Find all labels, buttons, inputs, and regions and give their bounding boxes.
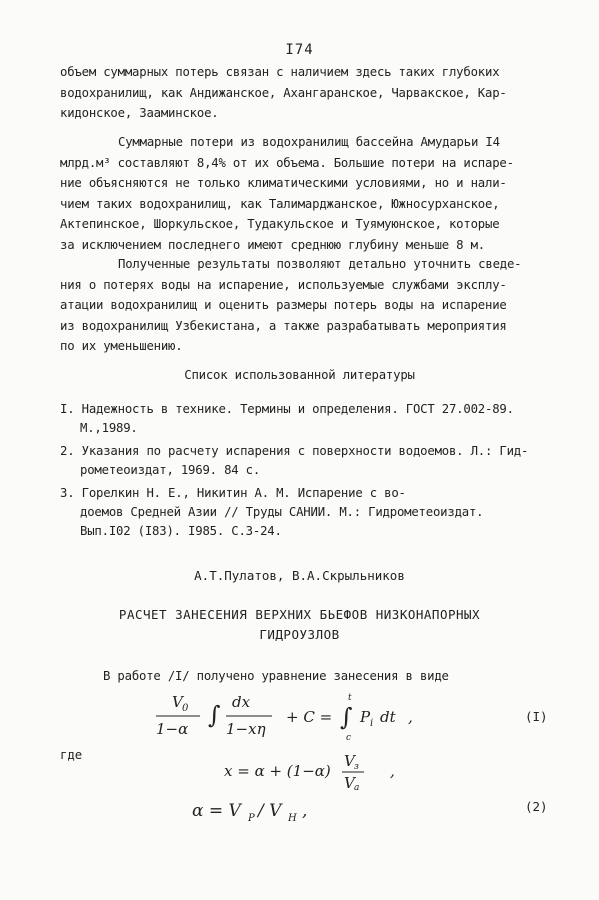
text-line: атации водохранилищ и оценить размеры потерь воды на испарение [60, 298, 507, 312]
svg-text:V: V [344, 774, 355, 792]
svg-text:,: , [408, 708, 413, 726]
svg-text:1−xη: 1−xη [226, 720, 266, 738]
text-line: доемов Средней Азии // Труды САНИИ. М.: Гидрометеоиздат. [80, 505, 484, 519]
svg-text:V: V [344, 752, 355, 770]
text-line: ния о потерях воды на испарение, используемые службами эксплу- [60, 277, 507, 292]
svg-text:,: , [302, 801, 308, 821]
svg-text:0: 0 [182, 703, 189, 714]
text-line: 3. Горелкин Н. Е., Никитин А. М. Испарение с во- [60, 486, 406, 500]
svg-text:+ C =: + C = [286, 708, 333, 726]
text-line: 2. Указания по расчету испарения с поверхности водоемов. Л.: Гид- [60, 444, 529, 458]
svg-text:a: a [354, 783, 360, 792]
svg-text:∫: ∫ [208, 701, 221, 729]
text-line: М.,1989. [80, 421, 138, 435]
svg-text:/ V: / V [258, 801, 282, 821]
text-line: за исключением последнего имеют среднюю глубину меньше 8 м. [60, 237, 485, 252]
equation-2 [190, 794, 360, 831]
reference-item [60, 442, 570, 480]
svg-text:V: V [172, 693, 183, 711]
text-line: из водохранилищ Узбекистана, а также разрабатывать мероприятия [60, 318, 507, 333]
svg-text:x = α + (1−α): x = α + (1−α) [224, 762, 331, 780]
equation-1-graphic [150, 690, 450, 742]
text-line: Вып.I02 (I83). I985. С.3-24. [80, 524, 282, 538]
reference-item [60, 484, 570, 541]
text-line: водохранилищ, как Андижанское, Ахангаранское, Чарвакское, Кар- [60, 85, 507, 100]
article-title-line: РАСЧЕТ ЗАНЕСЕНИЯ ВЕРХНИХ БЬЕФОВ НИЗКОНАПОРНЫХ [118, 607, 481, 622]
svg-text:P: P [360, 708, 371, 726]
article-title-line: ГИДРОУЗЛОВ [259, 627, 340, 642]
text-line: млрд.м³ составляют 8,4% от их объема. Большие потери на испаре- [60, 155, 514, 170]
text-line: Полученные результаты позволяют детально уточнить сведе- [118, 257, 522, 271]
equation-1-number: (I) [525, 709, 548, 724]
reference-item [60, 400, 570, 438]
paragraph-1 [60, 62, 560, 124]
text-line: кидонское, Зааминское. [60, 106, 219, 120]
text-line: Суммарные потери из водохранилищ бассейна Амударьи I4 [118, 135, 500, 149]
svg-text:t: t [348, 693, 352, 703]
equation-1 [150, 690, 450, 747]
text-line: по их уменьшению. [60, 339, 183, 353]
paragraph-2 [60, 132, 560, 255]
svg-text:dx: dx [232, 693, 251, 711]
equation-2-graphic [190, 794, 360, 826]
equation-x-graphic [220, 752, 420, 792]
text-line: рометеоиздат, 1969. 84 с. [80, 463, 261, 477]
svg-text:з: з [354, 762, 359, 772]
svg-text:∫: ∫ [340, 703, 353, 731]
text-line: Актепинское, Шоркульское, Тудакульское и Туямуюнское, которые [60, 217, 500, 231]
paragraph-3 [60, 254, 560, 357]
article-authors: А.Т.Пулатов, В.А.Скрыльников [194, 568, 405, 583]
text-line: объем суммарных потерь связан с наличием здесь таких глубоких [60, 65, 500, 79]
svg-text:dt: dt [380, 708, 396, 726]
svg-text:H: H [288, 813, 297, 824]
equation-x [220, 752, 420, 797]
svg-text:α = V: α = V [192, 801, 241, 821]
svg-text:i: i [370, 718, 374, 729]
svg-text:c: c [346, 733, 352, 742]
svg-text:P: P [248, 813, 255, 824]
text-line: чием таких водохранилищ, как Талимарджанское, Южносурханское, [60, 196, 500, 211]
references-heading: Список использованной литературы [184, 368, 415, 382]
intro-sentence [103, 666, 599, 687]
svg-text:,: , [390, 762, 395, 780]
page-number: I74 [285, 42, 314, 58]
svg-text:1−α: 1−α [156, 720, 189, 738]
text-line: I. Надежность в технике. Термины и определения. ГОСТ 27.002-89. [60, 402, 514, 416]
equation-2-number: (2) [525, 799, 548, 814]
where-label: где [60, 748, 83, 762]
text-line: ние объясняются не только климатическими условиями, но и нали- [60, 176, 507, 190]
text-line: В работе /I/ получено уравнение занесения в виде [103, 669, 449, 683]
